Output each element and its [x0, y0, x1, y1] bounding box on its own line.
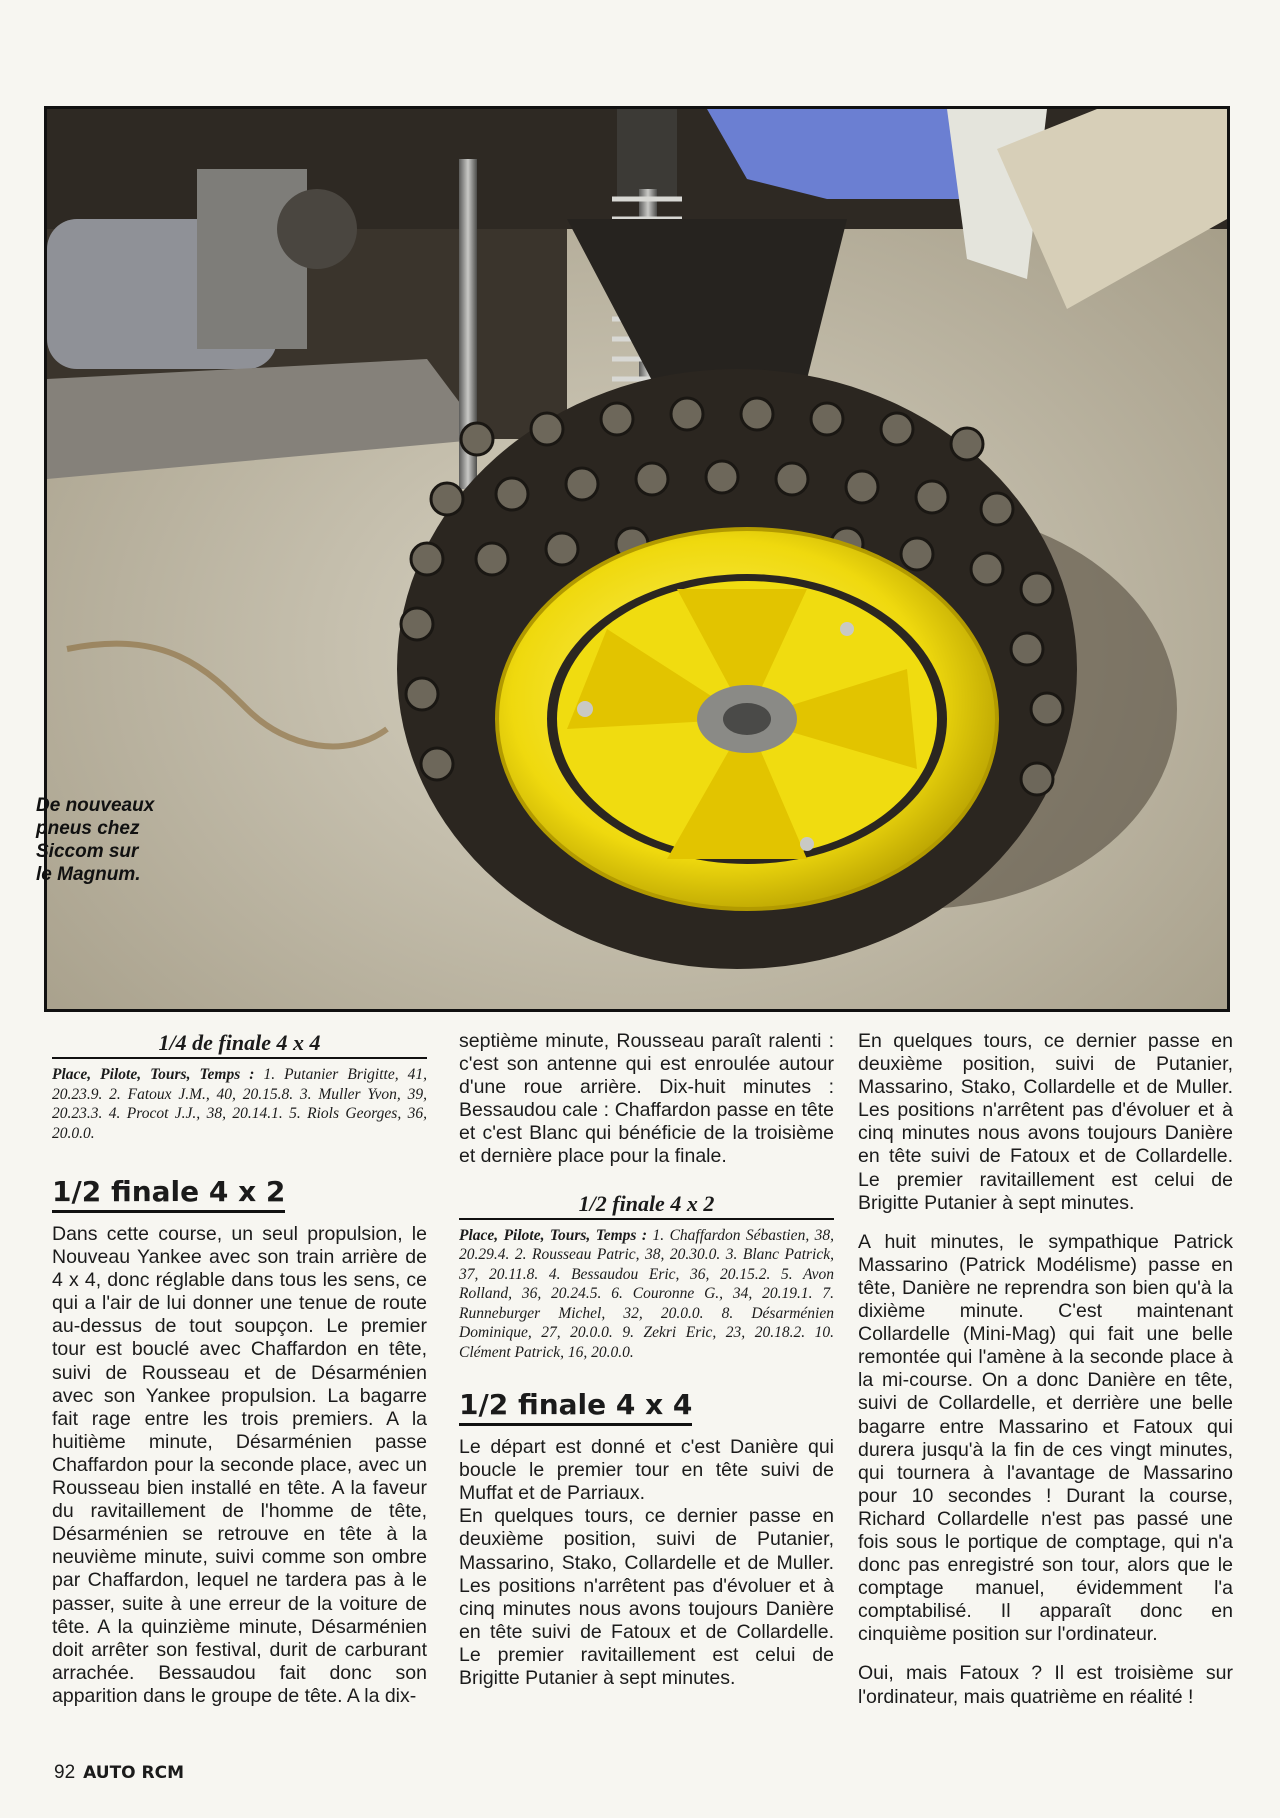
magazine-name: AUTO RCM [83, 1763, 185, 1783]
page-number: 92 [54, 1762, 76, 1783]
results-lead: Place, Pilote, Tours, Temps : [459, 1226, 648, 1244]
column-2 [459, 1030, 834, 1690]
section-title-semi-4x4: 1/2 finale 4 x 4 [459, 1388, 692, 1426]
section-title-semi-4x2: 1/2 finale 4 x 2 [52, 1175, 285, 1213]
article-body-col2: septième minute, Rousseau paraît ralenti : c'est son antenne qui est enroulée autour d'une roue arrière. Dix-huit minutes : Bessaudou cale : Chaffardon passe en tête et c'est Blanc qui bénéficie de la troisième et dernière place pour la finale. [459, 1030, 834, 1168]
article-body-col3-p3: Oui, mais Fatoux ? Il est troisième sur l'ordinateur, mais quatrième en réalité ! [858, 1662, 1233, 1708]
results-title-semi-4x2: 1/2 finale 4 x 2 [459, 1191, 834, 1220]
photo-caption: De nouveaux pneus chez Siccom sur le Magnum. [36, 795, 155, 885]
article-body-col3-p2: A huit minutes, le sympathique Patrick Massarino (Patrick Modélisme) passe en tête, Danière ne reprendra son bien qu'à la dixième minute. C'est maintenant Collardelle (Mini-Mag) qui fait une belle remontée qui l'amène à la seconde place à la mi-course. On a donc Danière en tête, suivi de Collardelle, et derrière une belle bagarre entre Massarino et Fatoux qui durera jusqu'à la fin de ces vingt minutes, qui tournera à l'avantage de Massarino pour 10 secondes ! Durant la course, Richard Collardelle n'est pas passé une fois sous le portique de comptage, qui n'a donc pas enregistré son tour, alors que le comptage manuel, évidemment l'a comptabilisé. Il apparaît donc en cinquième position sur l'ordinateur. [858, 1230, 1233, 1646]
tire [397, 369, 1077, 969]
column-1 [52, 1030, 427, 1708]
results-semi-4x2 [459, 1226, 834, 1363]
page-footer [54, 1762, 184, 1784]
article-body-col3-p1: En quelques tours, ce dernier passe en deuxième position, suivi de Putanier, Massarino, Stako, Collardelle et de Muller. Les positions n'arrêtent pas d'évoluer et à cinq minutes nous avons toujours Danière en tête suivi de Fatoux et de Collardelle. Le premier ravitaillement est celui de Brigitte Putanier à sept minutes. [858, 1030, 1233, 1214]
results-text: 1. Chaffardon Sébastien, 38, 20.29.4. 2. Rousseau Patric, 38, 20.30.0. 3. Blanc Patrick, 37, 20.11.8. 4. Bessaudou Eric, 36, 20.15.2. 5. Avon Rolland, 36, 20.24.5. 6. Couronne G., 34, 20.19.1. 7. Runneburger Michel, 32, 20.0.0. 8. Désarménien Dominique, 27, 20.0.0. 9. Zekri Eric, 23, 20.18.2. 10. Clément Patrick, 16, 20.0.0. [459, 1226, 834, 1361]
article-body-col2-continued: En quelques tours, ce dernier passe en deuxième position, suivi de Putanier, Massarino, Stako, Collardelle et de Muller. Les positions n'arrêtent pas d'évoluer et à cinq minutes nous avons toujours Danière en tête suivi de Fatoux et de Collardelle. Le premier ravitaillement est celui de Brigitte Putanier à sept minutes. [459, 1505, 834, 1689]
results-quarter-final [52, 1065, 427, 1143]
results-title-quarter-final: 1/4 de finale 4 x 4 [52, 1030, 427, 1059]
results-text: 1. Putanier Brigitte, 41, 20.23.9. 2. Fatoux J.M., 40, 20.15.8. 3. Muller Yvon, 39, 20.23.3. 4. Procot J.J., 38, 20.14.1. 5. Riols Georges, 36, 20.0.0. [52, 1066, 427, 1142]
results-lead: Place, Pilote, Tours, Temps : [52, 1066, 255, 1083]
column-3 [858, 1030, 1233, 1709]
article-body-col2-start: Le départ est donné et c'est Danière qui boucle le premier tour en tête suivi de Muffat et de Parriaux. [459, 1436, 834, 1505]
article-body-col1: Dans cette course, un seul propulsion, le Nouveau Yankee avec son train arrière de 4 x 4, donc réglable dans tous les sens, ce qui a l'air de lui donner une tenue de route au-dessus de tout soupçon. Le premier tour est bouclé avec Chaffardon en tête, suivi de Rousseau et de Désarménien avec son Yankee propulsion. La bagarre fait rage entre les trois premiers. A la huitième minute, Désarménien passe Chaffardon pour la seconde place, avec un Rousseau bien installé en tête. A la faveur du ravitaillement de l'homme de tête, Désarménien se retrouve en tête à la neuvième minute, suivi comme son ombre par Chaffardon, lequel ne tardera pas à le passer, suite à une erreur de la voiture de tête. A la quinzième minute, Désarménien doit arrêter son festival, durit de carburant arrachée. Bessaudou fait donc son apparition dans le groupe de tête. A la dix- [52, 1223, 427, 1707]
